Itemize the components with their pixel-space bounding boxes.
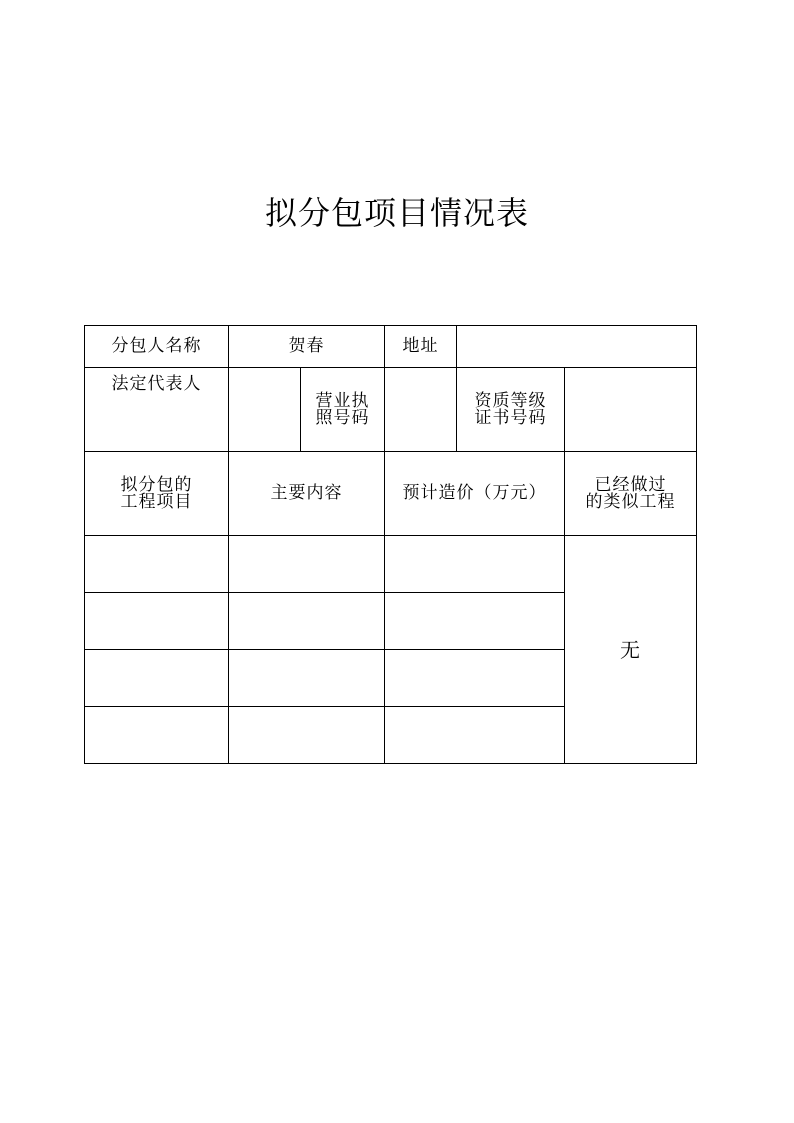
label-qualification-cert — [457, 368, 565, 452]
project-cell[interactable] — [85, 536, 229, 593]
header-project-line2: 工程项目 — [120, 491, 193, 512]
label-business-license — [301, 368, 385, 452]
table-row — [85, 536, 697, 593]
business-license-value[interactable] — [385, 368, 457, 452]
label-legal-representative: 法定代表人 — [85, 368, 229, 452]
subcontract-table — [84, 325, 697, 764]
content-cell[interactable] — [229, 650, 385, 707]
label-subcontractor-name: 分包人名称 — [85, 326, 229, 368]
header-project-line1: 拟分包的 — [120, 474, 193, 495]
cost-cell[interactable] — [385, 650, 565, 707]
label-qualification-cert-line2: 证书号码 — [474, 407, 547, 428]
cost-cell[interactable] — [385, 536, 565, 593]
header-similar-line1: 已经做过 — [594, 474, 667, 495]
similar-projects-value: 无 — [565, 536, 697, 764]
address-value[interactable] — [457, 326, 697, 368]
cost-cell[interactable] — [385, 707, 565, 764]
table-row — [85, 326, 697, 368]
label-qualification-cert-line1: 资质等级 — [474, 390, 547, 411]
project-cell[interactable] — [85, 650, 229, 707]
header-project — [85, 452, 229, 536]
table-row — [85, 368, 697, 452]
label-business-license-line2: 照号码 — [315, 407, 370, 428]
project-cell[interactable] — [85, 593, 229, 650]
label-address: 地址 — [385, 326, 457, 368]
content-cell[interactable] — [229, 593, 385, 650]
project-cell[interactable] — [85, 707, 229, 764]
qualification-cert-value[interactable] — [565, 368, 697, 452]
header-similar-line2: 的类似工程 — [585, 491, 676, 512]
legal-representative-value[interactable] — [229, 368, 301, 452]
header-main-content: 主要内容 — [229, 452, 385, 536]
cost-cell[interactable] — [385, 593, 565, 650]
content-cell[interactable] — [229, 707, 385, 764]
label-business-license-line1: 营业执 — [315, 390, 370, 411]
table-row — [85, 452, 697, 536]
page-title: 拟分包项目情况表 — [264, 194, 529, 232]
subcontractor-name-value[interactable]: 贺春 — [229, 326, 385, 368]
header-similar-projects — [565, 452, 697, 536]
content-cell[interactable] — [229, 536, 385, 593]
header-estimated-cost: 预计造价（万元） — [385, 452, 565, 536]
